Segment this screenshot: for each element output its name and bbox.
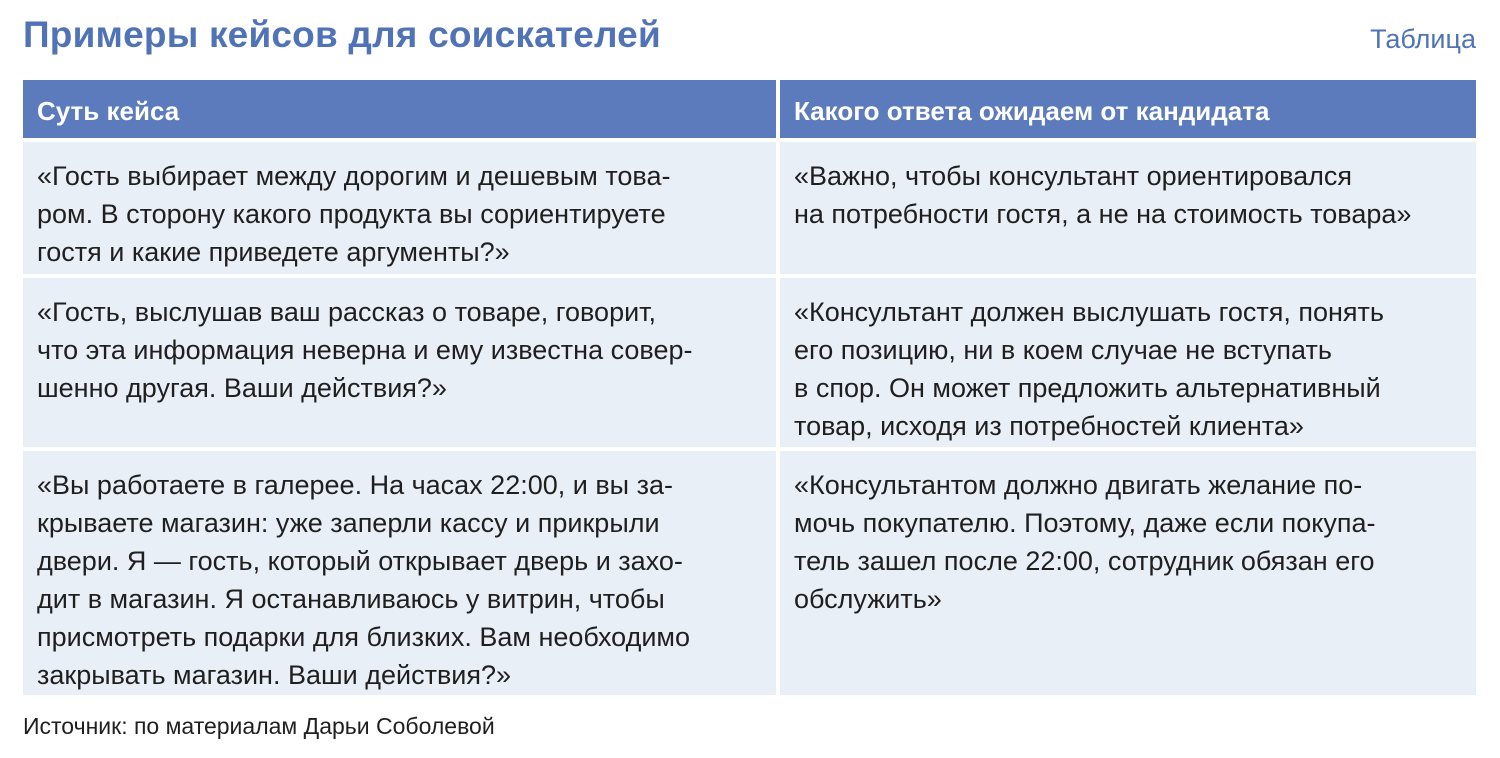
cell-line: дит в магазин. Я останавливаюсь у витрин, чтобы bbox=[37, 584, 665, 614]
cell-line: крываете магазин: уже заперли кассу и прикрыли bbox=[37, 508, 660, 538]
cell-line: гостя и какие приведете аргументы?» bbox=[37, 237, 510, 267]
cell-line: в спор. Он может предложить альтернативный bbox=[794, 373, 1381, 403]
cell-line: «Вы работаете в галерее. На часах 22:00, и вы за- bbox=[37, 470, 673, 500]
table-cell-case bbox=[23, 142, 776, 274]
column-header-case: Суть кейса bbox=[23, 80, 776, 138]
cases-table bbox=[23, 80, 1476, 695]
table-tag: Таблица bbox=[1370, 24, 1476, 54]
table-cell-answer bbox=[780, 451, 1476, 695]
cell-line: шенно другая. Ваши действия?» bbox=[37, 373, 447, 403]
table-cell-case bbox=[23, 278, 776, 447]
table-cell-answer bbox=[780, 142, 1476, 274]
table-cell-answer bbox=[780, 278, 1476, 447]
cell-line: товар, исходя из потребностей клиента» bbox=[794, 411, 1304, 441]
cell-line: «Гость, выслушав ваш рассказ о товаре, говорит, bbox=[37, 297, 657, 327]
cell-line: закрывать магазин. Ваши действия?» bbox=[37, 660, 512, 690]
cell-line: тель зашел после 22:00, сотрудник обязан его bbox=[794, 546, 1375, 576]
cell-line: двери. Я — гость, который открывает дверь и захо- bbox=[37, 546, 683, 576]
cell-line: «Консультантом должно двигать желание по- bbox=[794, 470, 1363, 500]
column-header-answer: Какого ответа ожидаем от кандидата bbox=[780, 80, 1476, 138]
source-note: Источник: по материалам Дарьи Соболевой bbox=[23, 713, 495, 739]
cell-line: «Гость выбирает между дорогим и дешевым това- bbox=[37, 161, 671, 191]
cell-line: «Консультант должен выслушать гостя, понять bbox=[794, 297, 1384, 327]
page-title: Примеры кейсов для соискателей bbox=[23, 14, 661, 55]
cell-line: присмотреть подарки для близких. Вам необходимо bbox=[37, 622, 690, 652]
cell-line: «Важно, чтобы консультант ориентировался bbox=[794, 161, 1353, 191]
cell-line: мочь покупателю. Поэтому, даже если покупа- bbox=[794, 508, 1376, 538]
cell-line: обслужить» bbox=[794, 584, 942, 614]
table-cell-case bbox=[23, 451, 776, 695]
cell-line: что эта информация неверна и ему известна совер- bbox=[37, 335, 693, 365]
cell-line: на потребности гостя, а не на стоимость товара» bbox=[794, 199, 1412, 229]
cell-line: его позицию, ни в коем случае не вступать bbox=[794, 335, 1332, 365]
cell-line: ром. В сторону какого продукта вы сориентируете bbox=[37, 199, 666, 229]
